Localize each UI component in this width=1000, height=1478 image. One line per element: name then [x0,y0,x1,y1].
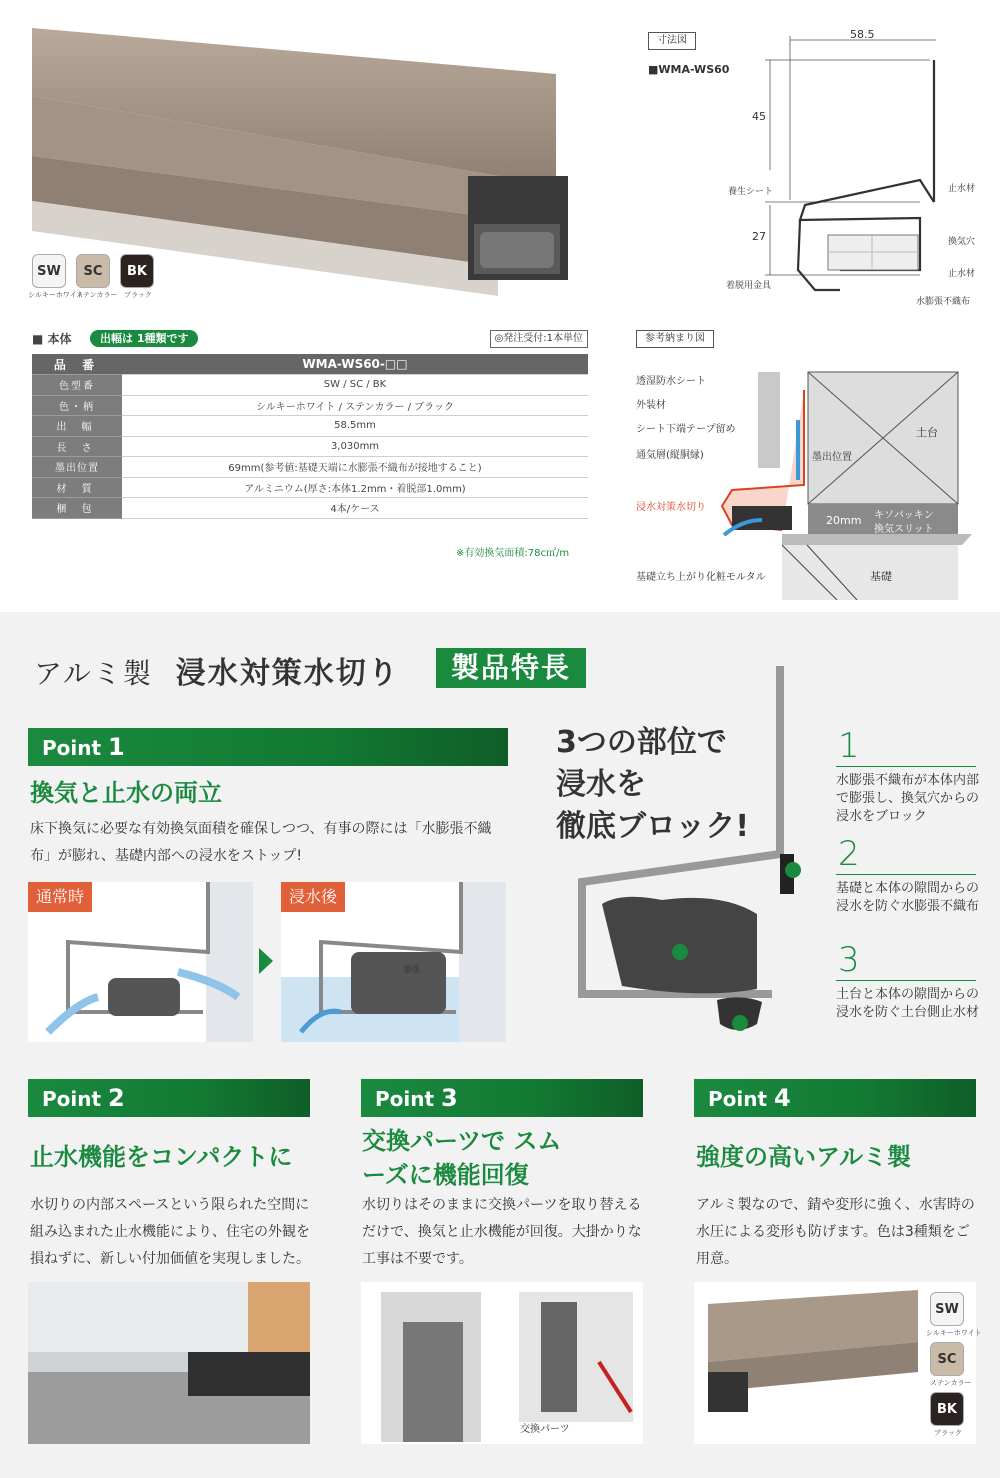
swatch-sw-small-caption: シルキーホワイト [926,1329,982,1337]
spec-row [32,457,588,478]
dimension-callout-3: 止水材 [948,269,976,279]
spec-row [32,436,588,457]
parts-label: 交換パーツ [520,1424,570,1435]
spec-value: SW / SC / BK [122,375,588,396]
callout-2-num: 2 [838,834,860,874]
ref-kiso: 基礎 [870,570,892,583]
point-4-body: アルミ製なので、錆や変形に強く、水害時の水圧による変形も防げます。色は3種類をご用意。 [696,1197,975,1267]
point-1-title: 換気と止水の両立 [30,779,222,807]
point-4-title: 強度の高いアルミ製 [696,1143,912,1171]
dimension-model: ■WMA-WS60 [648,63,730,76]
point-3-title: 交換パーツで スムーズに機能回復 [362,1127,562,1189]
spec-table [32,354,588,519]
dimension-callout-1: 止水材 [948,184,976,194]
features-title [34,648,400,692]
point-1-label: Point [42,736,102,760]
spec-key: 墨出位置 [32,457,122,478]
normal-state-tag: 通常時 [28,882,92,912]
after-flood-tag: 浸水後 [281,882,345,912]
reference-drawing [632,360,992,600]
spec-row [32,416,588,437]
callout-1-num: 1 [838,726,860,766]
point-4-num: 4 [774,1084,791,1112]
callout-2-text: 基礎と本体の隙間からの浸水を防ぐ水膨張不織布 [836,881,980,914]
swatch-bk-small: BK [930,1392,964,1426]
features-title-main: 浸水対策水切り [175,656,400,691]
ref-gap: 20mm [826,514,862,527]
point-3-num: 3 [441,1084,458,1112]
callout-3-num: 3 [838,940,860,980]
callout-1-rule [836,766,976,767]
point-3-body: 水切りはそのままに交換パーツを取り替えるだけで、換気と止水機能が回復。大掛かりな工事は不要です。 [362,1197,642,1267]
swatch-sc-caption: ステンカラー [76,291,118,299]
spec-key: 色・柄 [32,395,122,416]
spec-key: 材 質 [32,477,122,498]
point-4-label: Point [708,1087,768,1111]
point-3-label: Point [375,1087,435,1111]
dimension-height-lower: 27 [752,230,766,243]
spec-key: 出 幅 [32,416,122,437]
reference-label: 参考納まり図 [636,330,714,348]
point-2-photo [28,1282,310,1444]
ref-label-3: シート下端テープ留め [636,424,736,435]
spec-row [32,498,588,519]
dimension-label: 寸法図 [648,32,696,50]
point-2-body: 水切りの内部スペースという限られた空間に組み込まれた止水機能により、住宅の外観を損ねずに、新しい付加価値を実現しました。 [30,1197,310,1267]
spec-value: アルミニウム(厚さ:本体1.2mm・着脱部1.0mm) [122,477,588,498]
callout-2-rule [836,874,976,875]
swatch-sc-small-caption: ステンカラー [930,1379,972,1387]
features-title-prefix: アルミ製 [34,657,153,690]
dimension-width: 58.5 [850,28,875,41]
callout-3-rule [836,980,976,981]
spec-value: 58.5mm [122,416,588,437]
callout-1-text: 水膨張不織布が本体内部で膨張し、換気穴からの浸水をブロック [836,773,980,824]
spec-header [32,330,588,348]
spec-key: 梱 包 [32,498,122,519]
block-text-line-3: 徹底ブロック! [556,809,750,844]
spec-row [32,395,588,416]
product-photo [28,26,576,296]
spec-value: 4本/ケース [122,498,588,519]
spec-key: 品 番 [32,354,122,375]
features-badge: 製品特長 [436,648,586,688]
ref-sumi: 墨出位置 [812,452,852,463]
ref-kiso-packing: キソパッキン [874,510,934,521]
ref-label-6: 基礎立ち上がり化粧モルタル [636,572,766,583]
arrow-right-icon [259,948,273,974]
spec-value: シルキーホワイト / ステンカラー / ブラック [122,395,588,416]
dimension-callout-5: 養生シート [728,187,774,197]
spec-value: 3,030mm [122,436,588,457]
swell-label: 膨張 [404,965,420,974]
ref-label-5: 浸水対策水切り [636,502,706,513]
cross-section-diagram [552,664,810,1044]
swatch-bk-caption: ブラック [124,291,152,299]
dimension-callout-6: 着脱用金具 [726,281,772,291]
point-3-bar [361,1079,643,1117]
point-2-label: Point [42,1087,102,1111]
swatch-sw-caption: シルキーホワイト [28,291,84,299]
spec-title: ■ 本体 [32,332,72,346]
ref-dodai: 土台 [916,426,938,439]
ref-slit: 換気スリット [874,524,934,535]
swatch-bk-small-caption: ブラック [934,1429,962,1437]
point-1-bar [28,728,508,766]
spec-row [32,354,588,375]
swatch-sw-small: SW [930,1292,964,1326]
dimension-callout-2: 換気穴 [948,237,976,247]
spec-row [32,477,588,498]
point-2-title: 止水機能をコンパクトに [30,1143,293,1171]
point-2-bar [28,1079,310,1117]
spec-key: 色型番 [32,375,122,396]
dimension-height-upper: 45 [752,110,766,123]
callout-3-text: 土台と本体の隙間からの浸水を防ぐ土台側止水材 [836,987,980,1020]
spec-row [32,375,588,396]
spec-note: ※有効換気面積:78c㎡/m [456,548,570,559]
dimension-drawing [640,30,1000,320]
spec-badge: 出幅は 1種類です [90,330,198,347]
point-4-bar [694,1079,976,1117]
dimension-callout-4: 水膨張不織布 [916,297,971,307]
spec-value: 69mm(参考値:基礎天端に水膨張不織布が接地すること) [122,457,588,478]
spec-key: 長 さ [32,436,122,457]
ref-label-1: 透湿防水シート [636,376,706,387]
point-3-photo [361,1282,643,1444]
point-1-num: 1 [108,733,125,761]
swatch-sc-small: SC [930,1342,964,1376]
point-1-body: 床下換気に必要な有効換気面積を確保しつつ、有事の際には「水膨張不織布」が膨れ、基礎内部への浸水をストップ! [30,821,492,864]
ref-label-2: 外装材 [636,400,666,411]
spec-value: WMA-WS60-□□ [122,354,588,375]
block-text-line-2: 浸水を [556,767,646,802]
spec-order-note: ◎発注受付:1本単位 [490,330,588,348]
ref-label-4: 通気層(縦胴縁) [636,450,704,461]
block-text-line-1: 3つの部位で [556,725,727,760]
point-2-num: 2 [108,1084,125,1112]
swatch-sw: SW [32,254,66,288]
swatch-bk: BK [120,254,154,288]
swatch-sc: SC [76,254,110,288]
